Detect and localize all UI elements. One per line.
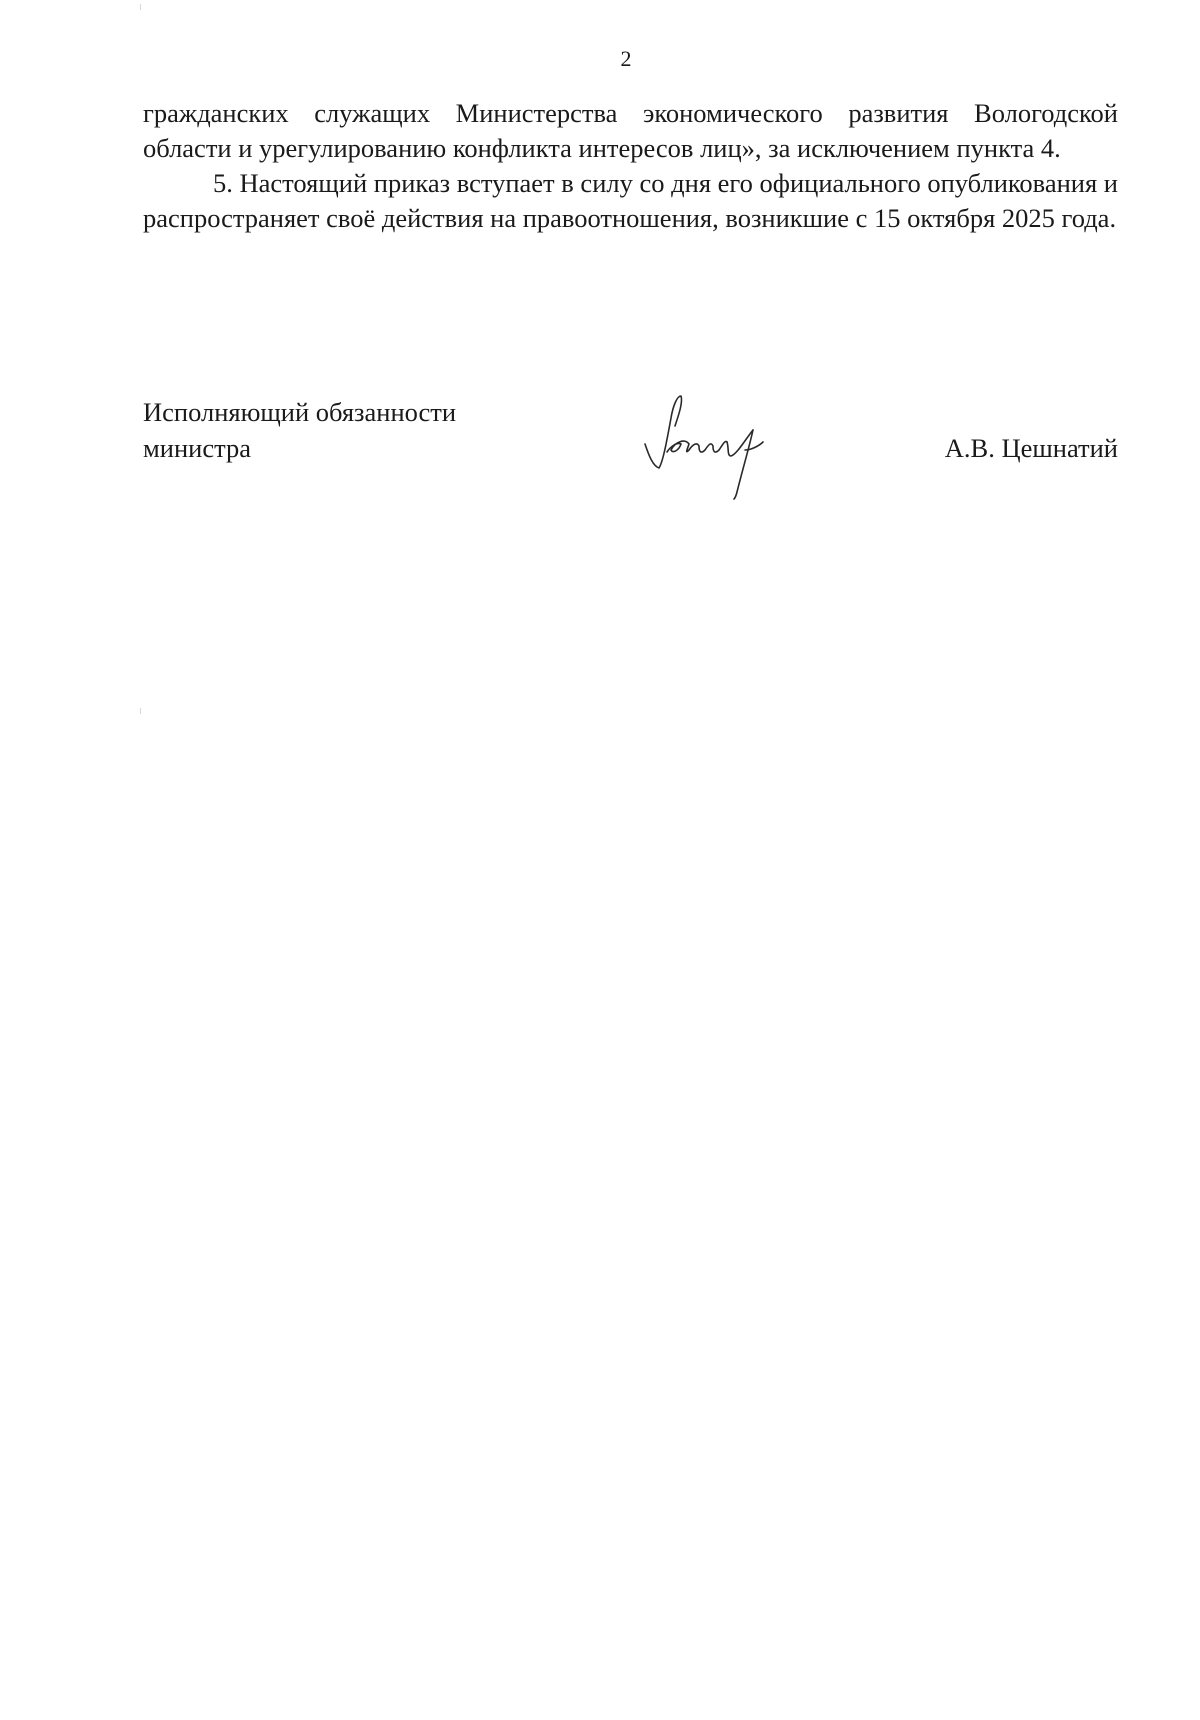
paragraph-continuation: гражданских служащих Министерства экономического развития Вологодской области и урегулированию конфликта интересов лиц», за исключением пункта 4. [143,98,1118,163]
scan-mark [140,708,141,714]
signatory-position-line-2: министра [143,433,251,463]
signatory-position [143,394,456,466]
signature-block [143,394,1118,514]
paragraph-5: 5. Настоящий приказ вступает в силу со дня его официального опубликования и распространяет своё действия на правоотношения, возникшие с 15 октября 2025 года. [143,168,1118,233]
scan-mark [140,4,141,10]
page-number: 2 [620,46,632,71]
document-body [143,96,1118,236]
signatory-name: А.В. Цешнатий [944,433,1118,463]
signatory-position-line-1: Исполняющий обязанности [143,397,457,427]
handwritten-signature [641,392,811,502]
